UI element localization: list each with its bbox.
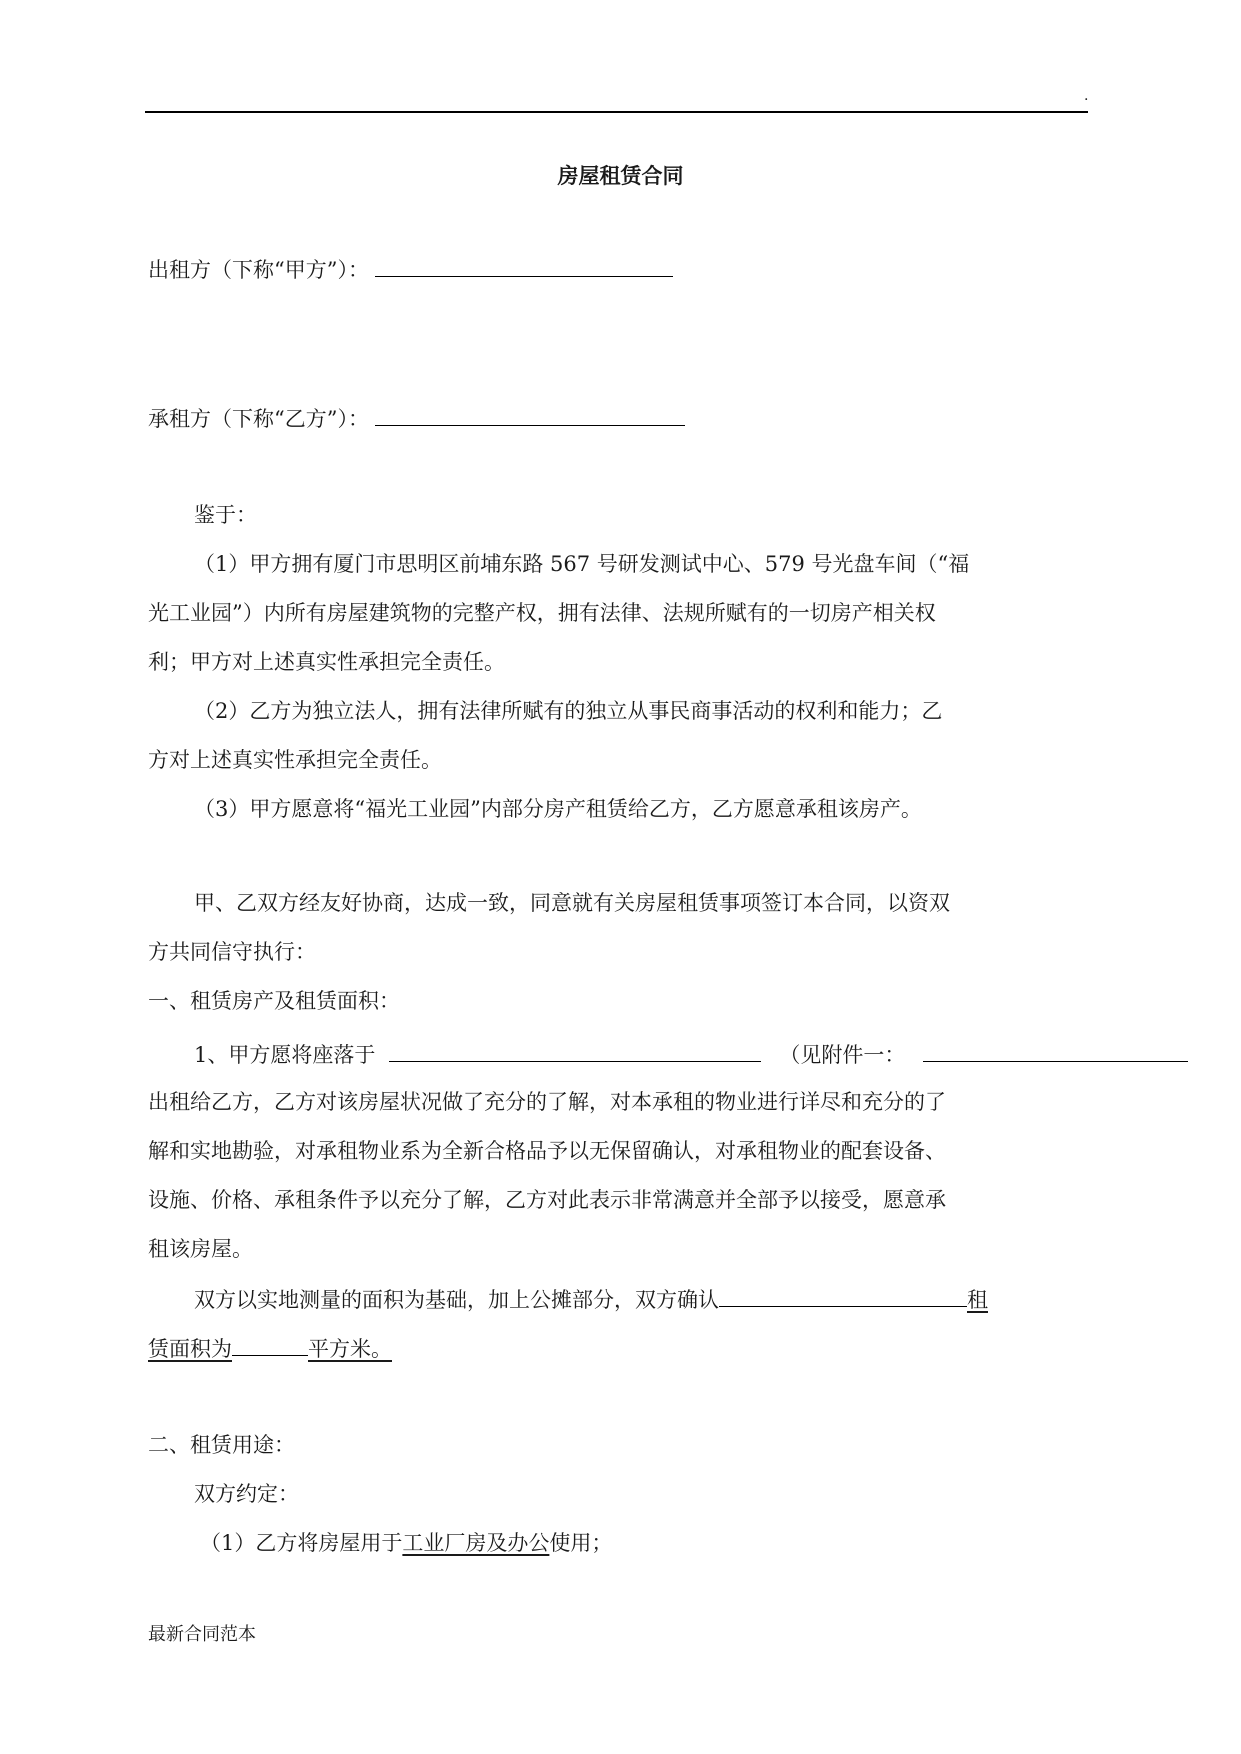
- agreement-line1: 甲、乙双方经友好协商，达成一致，同意就有关房屋租赁事项签订本合同，以资双: [194, 891, 950, 915]
- area-prefix: 双方以实地测量的面积为基础，加上公摊部分，双方确认: [194, 1288, 719, 1312]
- area-line2: [148, 1333, 392, 1363]
- whereas-heading: 鉴于：: [194, 503, 257, 527]
- party-b-line: [148, 403, 685, 433]
- clause1-line2: 出租给乙方，乙方对该房屋状况做了充分的了解，对本承租的物业进行详尽和充分的了: [148, 1090, 946, 1114]
- attachment-blank[interactable]: [923, 1039, 1188, 1062]
- area-sqm-blank[interactable]: [232, 1333, 308, 1356]
- area-tail: 租: [967, 1288, 988, 1312]
- clause1-line5: 租该房屋。: [148, 1237, 253, 1261]
- party-b-blank[interactable]: [375, 403, 685, 426]
- whereas-item2-line1: （2）乙方为独立法人，拥有法律所赋有的独立从事民商事活动的权利和能力；乙: [194, 699, 943, 723]
- use-prefix: （1）乙方将房屋用于: [200, 1531, 403, 1555]
- clause1-line3: 解和实地勘验，对承租物业系为全新合格品予以无保留确认，对承租物业的配套设备、: [148, 1139, 946, 1163]
- whereas-item2-line2: 方对上述真实性承担完全责任。: [148, 748, 442, 772]
- header-rule: [145, 111, 1088, 113]
- agreement-line2: 方共同信守执行：: [148, 940, 316, 964]
- section2-item1: [200, 1529, 612, 1557]
- whereas-item1-line1: （1）甲方拥有厦门市思明区前埔东路 567 号研发测试中心、579 号光盘车间（“福: [194, 552, 970, 576]
- use-value: 工业厂房及办公: [402, 1531, 550, 1555]
- party-a-line: [148, 254, 673, 284]
- party-a-label: 出租方（下称“甲方”）：: [148, 258, 369, 282]
- page-footer: 最新合同范本: [148, 1624, 256, 1645]
- section2-agreed: 双方约定：: [194, 1482, 299, 1506]
- area-line1: [194, 1284, 988, 1314]
- section1-heading: 一、租赁房产及租赁面积：: [148, 989, 400, 1013]
- area-line2-a: 赁面积为: [148, 1337, 232, 1361]
- property-location-blank[interactable]: [389, 1039, 761, 1062]
- party-b-label: 承租方（下称“乙方”）：: [148, 407, 369, 431]
- clause1-prefix: 1、甲方愿将座落于: [194, 1043, 376, 1067]
- clause1-mid: （见附件一：: [779, 1043, 906, 1067]
- party-a-blank[interactable]: [375, 254, 673, 277]
- document-title: 房屋租赁合同: [557, 163, 684, 188]
- use-suffix: 使用；: [549, 1531, 613, 1555]
- header-dot: .: [1084, 88, 1089, 104]
- area-confirm-blank[interactable]: [719, 1284, 967, 1307]
- whereas-item1-line3: 利；甲方对上述真实性承担完全责任。: [148, 650, 505, 674]
- section1-clause1-first: [194, 1039, 1188, 1069]
- area-line2-b: 平方米。: [308, 1337, 392, 1361]
- whereas-item1-line2: 光工业园”）内所有房屋建筑物的完整产权，拥有法律、法规所赋有的一切房产相关权: [148, 601, 936, 625]
- clause1-line4: 设施、价格、承租条件予以充分了解，乙方对此表示非常满意并全部予以接受，愿意承: [148, 1188, 946, 1212]
- whereas-item3: （3）甲方愿意将“福光工业园”内部分房产租赁给乙方，乙方愿意承租该房产。: [194, 797, 922, 821]
- section2-heading: 二、租赁用途：: [148, 1433, 295, 1457]
